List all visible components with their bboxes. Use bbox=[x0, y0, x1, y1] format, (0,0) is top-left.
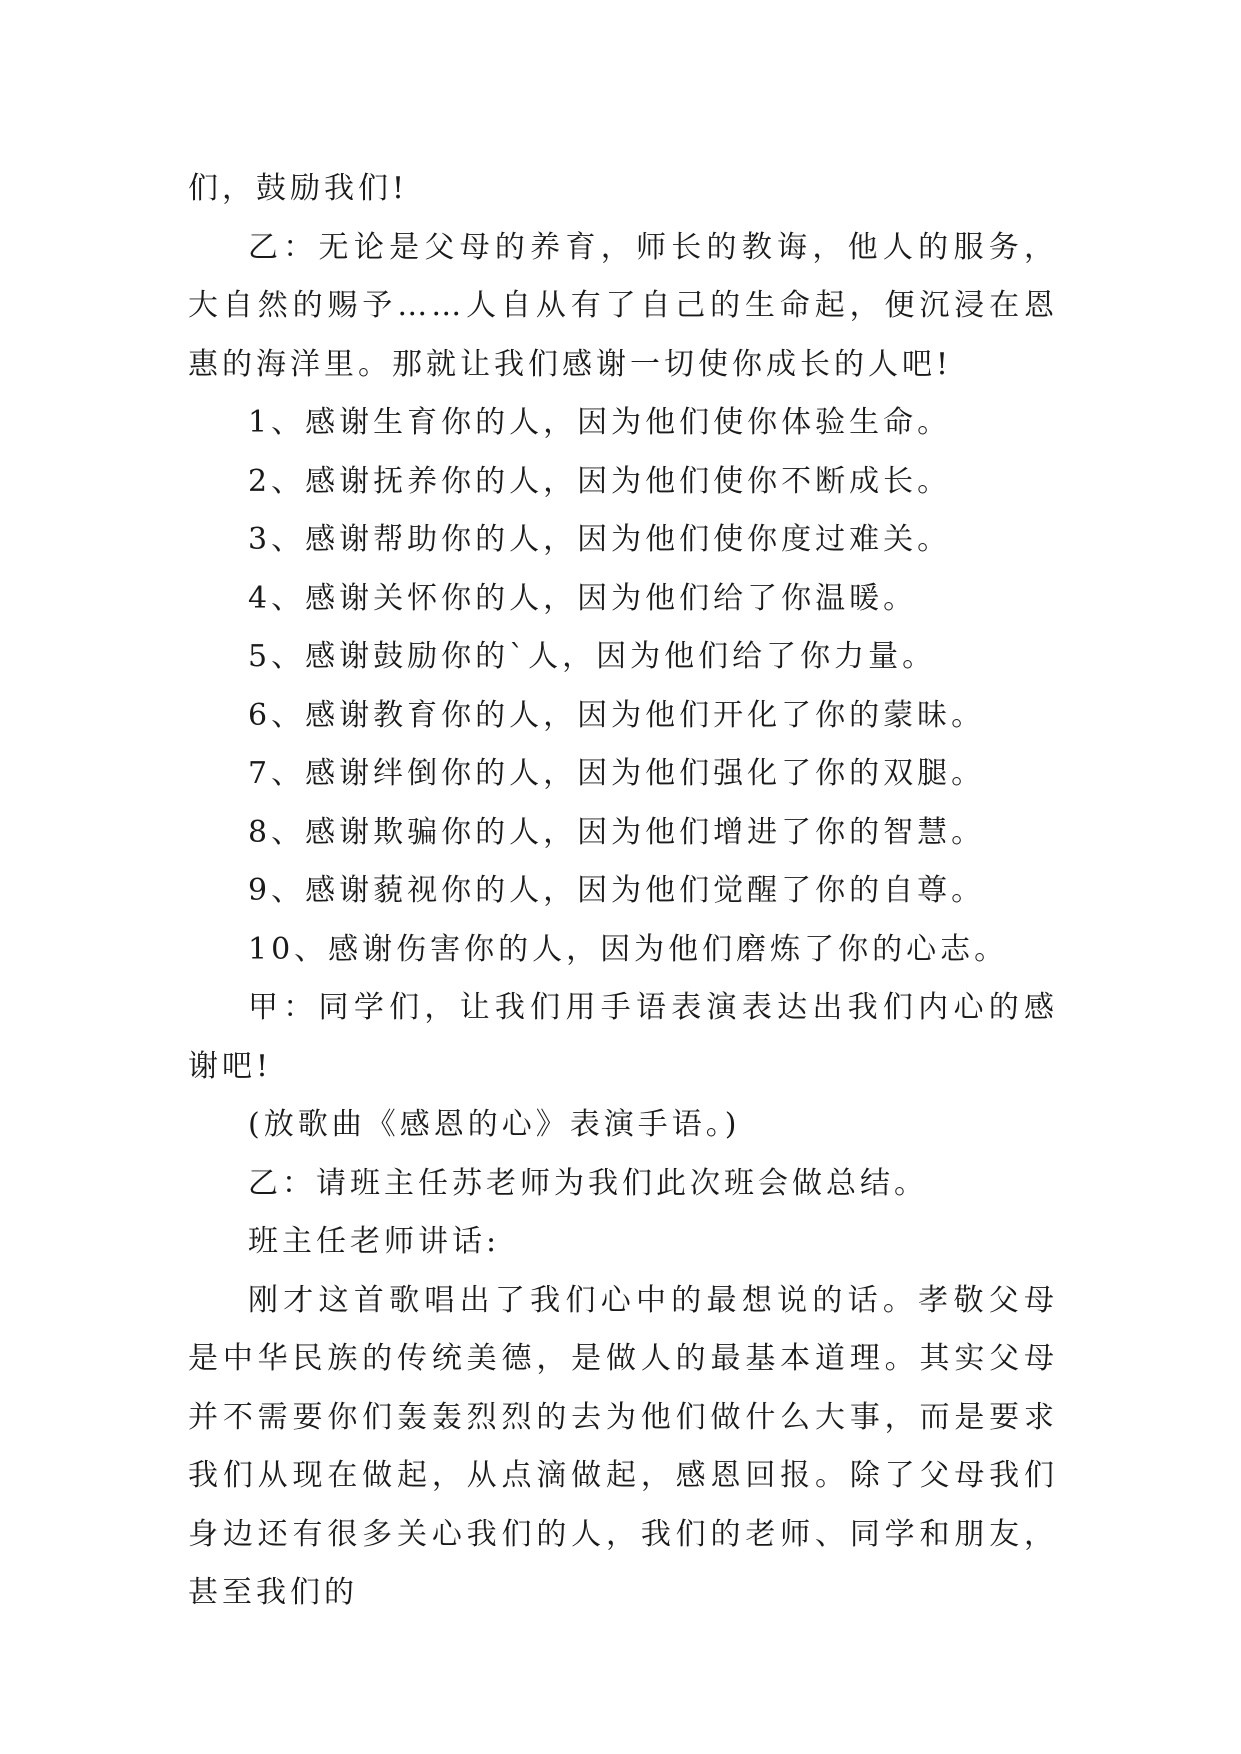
list-item: 10、感谢伤害你的人，因为他们磨炼了你的心志。 bbox=[248, 931, 1009, 967]
paragraph: 乙：无论是父母的养育，师长的教诲，他人的服务，大自然的赐予……人自从有了自己的生命起，便沉浸在恩惠的海洋里。那就让我们感谢一切使你成长的人吧! bbox=[188, 229, 1058, 382]
paragraph: 乙：请班主任苏老师为我们此次班会做总结。 bbox=[248, 1165, 928, 1201]
list-item: 9、感谢藐视你的人，因为他们觉醒了你的自尊。 bbox=[248, 873, 986, 908]
list-item: 3、感谢帮助你的人，因为他们使你度过难关。 bbox=[248, 522, 952, 557]
list-item: 6、感谢教育你的人，因为他们开化了你的蒙昧。 bbox=[248, 697, 986, 733]
list-item: 1、感谢生育你的人，因为他们使你体验生命。 bbox=[248, 405, 952, 440]
document-body bbox=[188, 160, 1058, 1623]
paragraph: (放歌曲《感恩的心》表演手语。) bbox=[248, 1107, 741, 1142]
list-item: 7、感谢绊倒你的人，因为他们强化了你的双腿。 bbox=[248, 756, 986, 791]
list-item: 2、感谢抚养你的人，因为他们使你不断成长。 bbox=[248, 463, 952, 499]
paragraph: 们，鼓励我们! bbox=[188, 171, 409, 206]
list-item: 8、感谢欺骗你的人，因为他们增进了你的智慧。 bbox=[248, 814, 986, 850]
list-item: 4、感谢关怀你的人，因为他们给了你温暖。 bbox=[248, 580, 918, 616]
paragraph: 班主任老师讲话: bbox=[248, 1224, 501, 1259]
paragraph: 甲：同学们，让我们用手语表演表达出我们内心的感谢吧! bbox=[188, 990, 1058, 1084]
list-item: 5、感谢鼓励你的`人，因为他们给了你力量。 bbox=[248, 639, 937, 674]
paragraph: 刚才这首歌唱出了我们心中的最想说的话。孝敬父母是中华民族的传统美德，是做人的最基本道理。其实父母并不需要你们轰轰烈烈的去为他们做什么大事，而是要求我们从现在做起，从点滴做起，感恩回报。除了父母我们身边还有很多关心我们的人，我们的老师、同学和朋友，甚至我们的 bbox=[188, 1282, 1058, 1610]
